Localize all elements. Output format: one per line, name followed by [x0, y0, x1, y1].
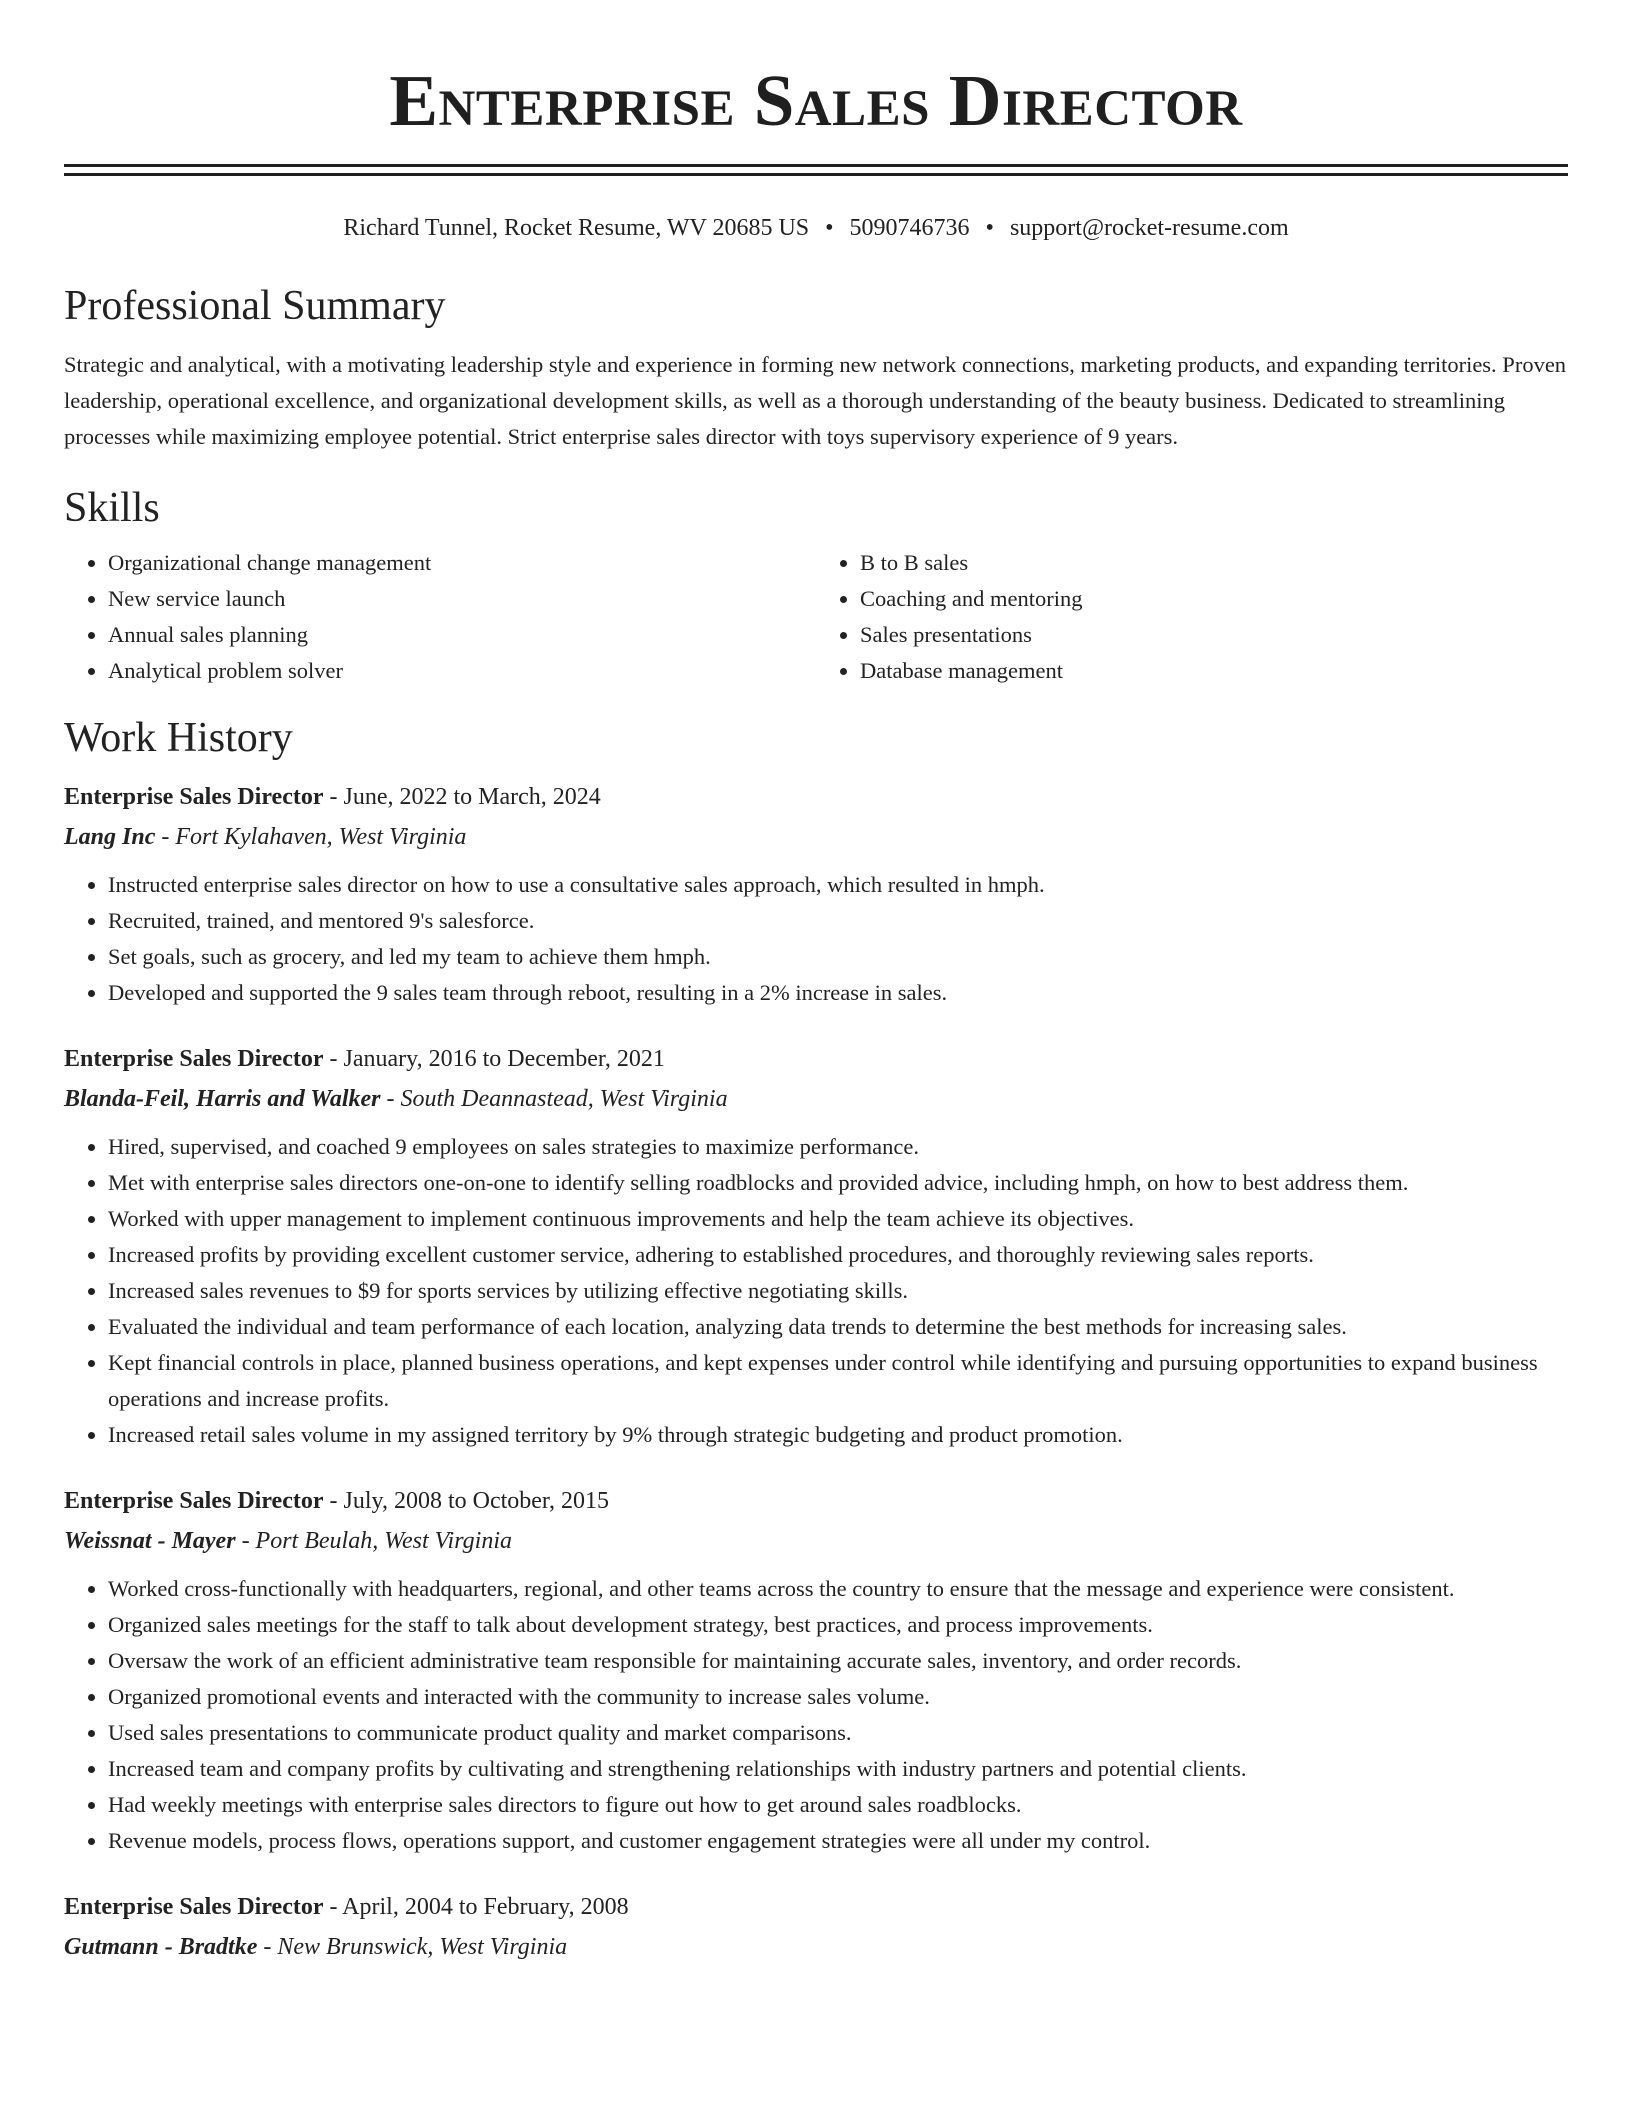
- job-location: - Port Beulah, West Virginia: [235, 1528, 512, 1554]
- job-location: - Fort Kylahaven, West Virginia: [155, 824, 467, 850]
- title-rule-bottom: [64, 173, 1568, 176]
- contact-separator: •: [825, 215, 834, 241]
- job-bullets: [64, 867, 1568, 1011]
- job-bullet: • Kept financial controls in place, planned business operations, and kept expenses under control while identifying and pursuing opportunities to expand business operations and increase profits.: [108, 1345, 1568, 1417]
- job-bullet: • Worked cross-functionally with headquarters, regional, and other teams across the country to ensure that the message and experience were consistent.: [108, 1571, 1568, 1607]
- job-bullet: • Increased retail sales volume in my assigned territory by 9% through strategic budgeting and product promotion.: [108, 1417, 1568, 1453]
- skill-item: • Organizational change management: [108, 545, 816, 581]
- job-company-line: [64, 819, 1568, 855]
- skill-item: • Coaching and mentoring: [860, 581, 1568, 617]
- job-company-line: [64, 1523, 1568, 1559]
- job-dates: - July, 2008 to October, 2015: [323, 1488, 609, 1514]
- skills-column-left: [64, 545, 816, 689]
- job-bullet: • Worked with upper management to implement continuous improvements and help the team achieve its objectives.: [108, 1201, 1568, 1237]
- summary-text: Strategic and analytical, with a motivating leadership style and experience in forming new network connections, marketing products, and expanding territories. Proven leadership, operational excellence, and organizational development skills, as well as a thorough understanding of the beauty business. Dedicated to streamlining processes while maximizing employee potential. Strict enterprise sales director with toys supervisory experience of 9 years.: [64, 352, 1567, 449]
- job-bullet: • Instructed enterprise sales director on how to use a consultative sales approach, which resulted in hmph.: [108, 867, 1568, 903]
- job-title-line: [64, 1483, 1568, 1519]
- job-entry: [64, 1889, 1568, 1965]
- job-bullet: • Organized promotional events and interacted with the community to increase sales volume.: [108, 1679, 1568, 1715]
- summary-heading: Professional Summary: [64, 283, 446, 329]
- job-company: Gutmann - Bradtke: [64, 1934, 258, 1960]
- job-bullet: • Evaluated the individual and team performance of each location, analyzing data trends to determine the best methods for increasing sales.: [108, 1309, 1568, 1345]
- job-bullet: • Hired, supervised, and coached 9 employees on sales strategies to maximize performance.: [108, 1129, 1568, 1165]
- job-dates: - April, 2004 to February, 2008: [323, 1894, 629, 1920]
- contact-phone: 5090746736: [849, 215, 970, 241]
- job-bullets: [64, 1571, 1568, 1859]
- job-company-line: [64, 1929, 1568, 1965]
- job-bullets: [64, 1129, 1568, 1453]
- job-entry: [64, 1483, 1568, 1859]
- job-location: - New Brunswick, West Virginia: [257, 1934, 568, 1960]
- job-bullet: • Met with enterprise sales directors one-on-one to identify selling roadblocks and provided advice, including hmph, on how to best address them.: [108, 1165, 1568, 1201]
- skill-item: • Database management: [860, 653, 1568, 689]
- job-bullet: • Used sales presentations to communicate product quality and market comparisons.: [108, 1715, 1568, 1751]
- job-title-line: [64, 779, 1568, 815]
- job-bullet: • Set goals, such as grocery, and led my team to achieve them hmph.: [108, 939, 1568, 975]
- job-bullet: • Increased team and company profits by cultivating and strengthening relationships with industry partners and potential clients.: [108, 1751, 1568, 1787]
- contact-email: support@rocket-resume.com: [1009, 215, 1289, 241]
- job-location: - South Deannastead, West Virginia: [380, 1086, 728, 1112]
- job-bullet: • Revenue models, process flows, operations support, and customer engagement strategies were all under my control.: [108, 1823, 1568, 1859]
- skill-item: • Annual sales planning: [108, 617, 816, 653]
- job-bullet: • Organized sales meetings for the staff to talk about development strategy, best practices, and process improvements.: [108, 1607, 1568, 1643]
- job-entry: [64, 779, 1568, 1011]
- job-bullet: • Had weekly meetings with enterprise sales directors to figure out how to get around sales roadblocks.: [108, 1787, 1568, 1823]
- job-bullet: • Recruited, trained, and mentored 9's salesforce.: [108, 903, 1568, 939]
- skills-column-right: [816, 545, 1568, 689]
- job-dates: - June, 2022 to March, 2024: [323, 784, 601, 810]
- skill-item: • Analytical problem solver: [108, 653, 816, 689]
- contact-separator: •: [985, 215, 994, 241]
- job-bullet: • Oversaw the work of an efficient administrative team responsible for maintaining accurate sales, inventory, and order records.: [108, 1643, 1568, 1679]
- job-bullet: • Increased profits by providing excellent customer service, adhering to established procedures, and thoroughly reviewing sales reports.: [108, 1237, 1568, 1273]
- skill-item: • B to B sales: [860, 545, 1568, 581]
- contact-line: [64, 213, 1568, 243]
- title-rule-top: [64, 164, 1568, 167]
- skill-item: • New service launch: [108, 581, 816, 617]
- job-company: Blanda-Feil, Harris and Walker: [64, 1086, 381, 1112]
- job-title: Enterprise Sales Director: [64, 784, 324, 810]
- job-bullet: • Developed and supported the 9 sales team through reboot, resulting in a 2% increase in sales.: [108, 975, 1568, 1011]
- job-title: Enterprise Sales Director: [64, 1894, 324, 1920]
- job-entry: [64, 1041, 1568, 1453]
- job-title: Enterprise Sales Director: [64, 1488, 324, 1514]
- skills-heading: Skills: [64, 485, 160, 531]
- job-company: Weissnat - Mayer: [64, 1528, 236, 1554]
- job-company: Lang Inc: [64, 824, 156, 850]
- skill-item: • Sales presentations: [860, 617, 1568, 653]
- skills-list: [64, 545, 1568, 689]
- job-title-line: [64, 1041, 1568, 1077]
- job-dates: - January, 2016 to December, 2021: [323, 1046, 665, 1072]
- job-title-line: [64, 1889, 1568, 1925]
- resume-title: Enterprise Sales Director: [389, 60, 1243, 141]
- contact-address: Richard Tunnel, Rocket Resume, WV 20685 US: [343, 215, 810, 241]
- job-company-line: [64, 1081, 1568, 1117]
- work-history-heading: Work History: [64, 715, 293, 761]
- job-title: Enterprise Sales Director: [64, 1046, 324, 1072]
- job-bullet: • Increased sales revenues to $9 for sports services by utilizing effective negotiating skills.: [108, 1273, 1568, 1309]
